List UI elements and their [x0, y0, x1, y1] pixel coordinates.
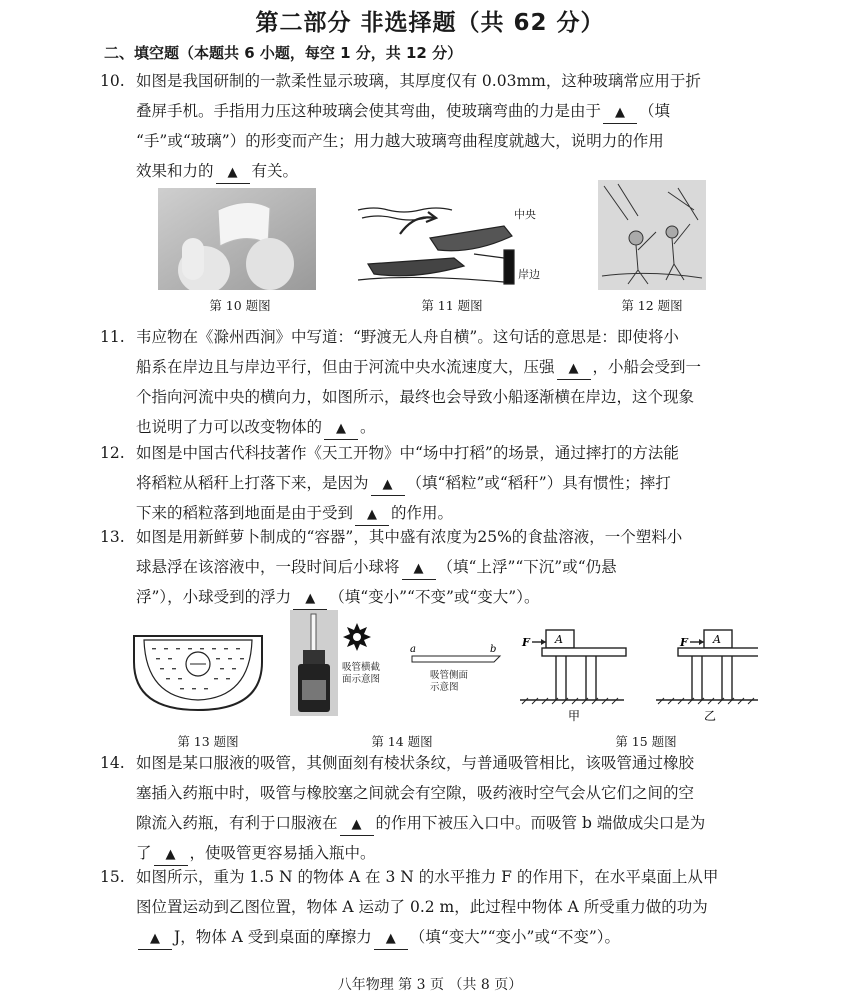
figure-10-flexible-glass	[158, 188, 316, 290]
answer-blank[interactable]: ▲	[154, 843, 188, 866]
question-line: 韦应物在《滁州西涧》中写道：“野渡无人舟自横”。这句话的意思是：即使将小	[136, 328, 679, 346]
question-12	[100, 438, 790, 528]
figure-10-caption: 第 10 题图	[209, 298, 271, 313]
force-label: F	[522, 636, 530, 649]
block-label: A	[555, 633, 563, 646]
question-line: 个指向河流中央的横向力，如图所示，最终也会导致小船逐渐横在岸边，这个现象	[136, 388, 695, 406]
end-a-label: a	[410, 644, 416, 655]
label-shore: 岸边	[518, 268, 540, 281]
question-line: 如图是某口服液的吸管，其侧面刻有棱状条纹，与普通吸管相比，该吸管通过橡胶	[136, 754, 695, 772]
figure-11-boat-diagram	[354, 196, 554, 288]
question-11	[100, 322, 790, 442]
question-line: 下来的稻粒落到地面是由于受到 ▲ 的作用。	[136, 498, 790, 528]
label-center: 中央	[514, 208, 536, 221]
question-line: 球悬浮在该溶液中，一段时间后小球将 ▲ （填“上浮”“下沉”或“仍悬	[136, 552, 790, 582]
question-line: 如图是中国古代科技著作《天工开物》中“场中打稻”的场景，通过摔打的方法能	[136, 444, 679, 462]
diagram-label-left: 甲	[568, 709, 581, 723]
question-number: 13.	[100, 528, 125, 546]
section-heading: 二、填空题（本题共 6 小题，每空 1 分，共 12 分）	[104, 44, 463, 62]
straw-cross-section-icon	[342, 622, 372, 652]
question-number: 14.	[100, 754, 125, 772]
question-15	[100, 862, 790, 952]
question-line: 将稻粒从稻秆上打落下来，是因为 ▲ （填“稻粒”或“稻秆”）具有惯性；摔打	[136, 468, 790, 498]
figure-12-caption: 第 12 题图	[621, 298, 683, 313]
question-number: 10.	[100, 72, 125, 90]
question-13	[100, 522, 790, 612]
answer-blank[interactable]: ▲	[324, 417, 358, 440]
diagram-label-right: 乙	[704, 709, 717, 723]
question-line: 图位置运动到乙图位置，物体 A 运动了 0.2 m，此过程中物体 A 所受重力做的功为	[136, 898, 708, 916]
figure-12-threshing-scene	[598, 180, 706, 290]
answer-blank[interactable]: ▲	[293, 587, 327, 610]
page-title: 第二部分 非选择题（共 62 分）	[255, 10, 605, 36]
question-number: 11.	[100, 328, 125, 346]
figure-14-caption: 第 14 题图	[371, 734, 433, 749]
question-line: 隙流入药瓶，有利于口服液在 ▲ 的作用下被压入口中。而吸管 b 端做成尖口是为	[136, 808, 790, 838]
question-line: 了 ▲ ，使吸管更容易插入瓶中。	[136, 838, 790, 868]
force-label: F	[680, 636, 688, 649]
answer-blank[interactable]: ▲	[603, 101, 637, 124]
question-line: 如图是我国研制的一款柔性显示玻璃，其厚度仅有 0.03mm，这种玻璃常应用于折	[136, 72, 701, 90]
page-footer: 八年物理 第 3 页 （共 8 页）	[337, 977, 523, 993]
cross-section-label: 吸管横截 面示意图	[342, 662, 381, 685]
answer-blank[interactable]: ▲	[138, 927, 172, 950]
question-14	[100, 748, 790, 868]
question-line: “手”或“玻璃”）的形变而产生；用力越大玻璃弯曲程度就越大，说明力的作用	[136, 132, 664, 150]
question-line: 叠屏手机。手指用力压这种玻璃会使其弯曲，使玻璃弯曲的力是由于 ▲ （填	[136, 96, 790, 126]
figure-11-caption: 第 11 题图	[421, 298, 483, 313]
figure-15-caption: 第 15 题图	[615, 734, 677, 749]
question-line: 如图是用新鲜萝卜制成的“容器”，其中盛有浓度为25%的食盐溶液，一个塑料小	[136, 528, 683, 546]
question-line: 浮”），小球受到的浮力 ▲ （填“变小”“不变”或“变大”）。	[136, 582, 790, 612]
figure-13-radish-container	[132, 632, 264, 712]
answer-blank[interactable]: ▲	[371, 473, 405, 496]
question-10	[100, 66, 790, 186]
answer-blank[interactable]: ▲	[355, 503, 389, 526]
figure-15-table-diagrams	[518, 618, 758, 726]
end-b-label: b	[490, 644, 497, 655]
question-number: 15.	[100, 868, 125, 886]
figure-13-caption: 第 13 题图	[177, 734, 239, 749]
question-number: 12.	[100, 444, 125, 462]
question-line: 也说明了力可以改变物体的 ▲ 。	[136, 412, 790, 442]
question-line: 船系在岸边且与岸边平行，但由于河流中央水流速度大，压强 ▲ ，小船会受到一	[136, 352, 790, 382]
answer-blank[interactable]: ▲	[340, 813, 374, 836]
answer-blank[interactable]: ▲	[402, 557, 436, 580]
question-line: 效果和力的 ▲ 有关。	[136, 156, 790, 186]
question-line: ▲ J，物体 A 受到桌面的摩擦力 ▲ （填“变大”“变小”或“不变”）。	[136, 922, 790, 952]
question-line: 塞插入药瓶中时，吸管与橡胶塞之间就会有空隙，吸药液时空气会从它们之间的空	[136, 784, 695, 802]
block-label: A	[713, 633, 721, 646]
answer-blank[interactable]: ▲	[374, 927, 408, 950]
side-view-label: 吸管侧面 示意图	[430, 670, 469, 693]
figure-14-bottle-photo	[290, 610, 338, 716]
question-line: 如图所示，重为 1.5 N 的物体 A 在 3 N 的水平推力 F 的作用下，在水平桌面上从甲	[136, 868, 719, 886]
answer-blank[interactable]: ▲	[557, 357, 591, 380]
answer-blank[interactable]: ▲	[216, 161, 250, 184]
straw-side-view	[408, 644, 502, 666]
